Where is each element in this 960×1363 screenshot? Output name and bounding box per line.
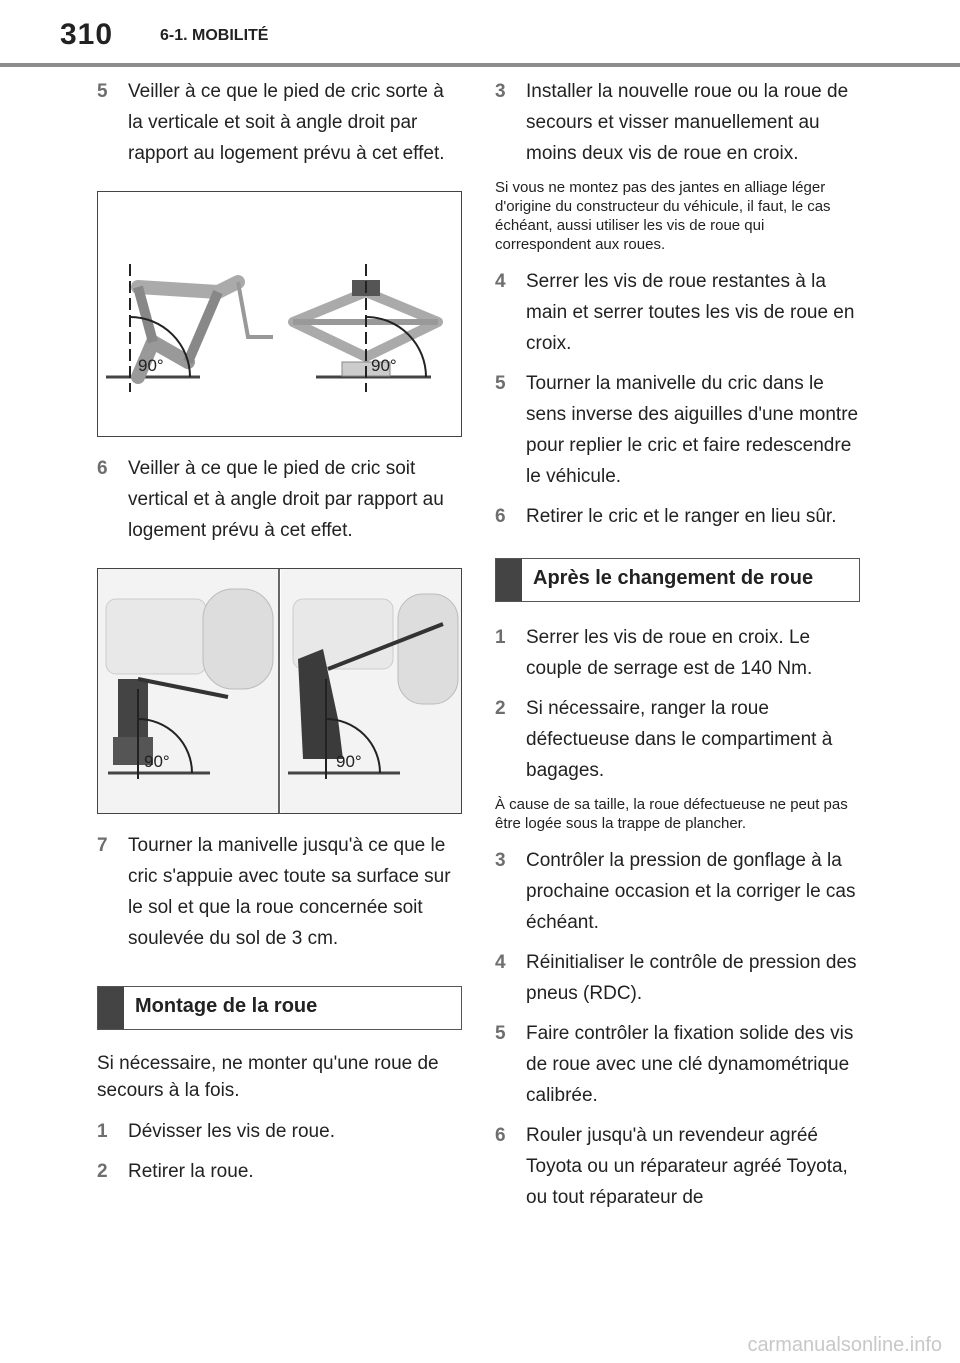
angle-label: 90° [138,356,164,375]
chapter-title: 6-1. MOBILITÉ [160,27,269,44]
step-text: Serrer les vis de roue restantes à la main et serrer toutes les vis de roue en croix. [526,271,855,354]
angle-label: 90° [336,752,362,771]
step-text: Tourner la manivelle jusqu'à ce que le cric s'appuie avec toute sa surface sur le sol et que la roue concernée soit soulevée du sol de 3 cm. [128,835,451,949]
header-rule [0,63,960,67]
step-number: 5 [97,81,108,102]
left-column [97,76,462,1196]
page-number: 310 [60,18,114,51]
section-bar [98,987,124,1029]
step-text: Installer la nouvelle roue ou la roue de secours et visser manuellement au moins deux vis de roue en croix. [526,81,849,164]
jack-photo-figure [97,568,462,814]
step-number: 7 [97,835,108,856]
step-number: 5 [495,1023,506,1044]
step-number: 6 [97,458,108,479]
mount-step-4 [495,266,860,359]
step-text: Faire contrôler la fixation solide des vis de roue avec une clé dynamométrique calibrée. [526,1023,854,1106]
step-number: 4 [495,952,506,973]
step-text: Veiller à ce que le pied de cric soit vertical et à angle droit par rapport au logement prévu à cet effet. [128,458,444,541]
right-column [495,76,860,1222]
after-step-6 [495,1120,860,1213]
scissor-jack-illustration [98,192,461,436]
watermark: carmanualsonline.info [747,1334,942,1356]
step-number: 3 [495,81,506,102]
step-number: 5 [495,373,506,394]
step-text: Serrer les vis de roue en croix. Le couple de serrage est de 140 Nm. [526,627,813,679]
step-text: Si nécessaire, ranger la roue défectueuse dans le compartiment à bagages. [526,698,833,781]
mount-step-5 [495,368,860,492]
section-heading-after-change [495,558,860,602]
intro-paragraph: Si nécessaire, ne monter qu'une roue de secours à la fois. [97,1053,439,1101]
step-number: 2 [495,698,506,719]
after-step-5 [495,1018,860,1111]
step-7 [97,830,462,954]
step-number: 6 [495,506,506,527]
section-title: Après le changement de roue [533,567,814,589]
section-bar [496,559,522,601]
step-text: Rouler jusqu'à un revendeur agréé Toyota ou un réparateur agréé Toyota, ou tout réparateur de [526,1125,848,1208]
after-step-1 [495,622,860,684]
after-step-3 [495,845,860,938]
step-number: 1 [97,1121,108,1142]
step-number: 4 [495,271,506,292]
section-title: Montage de la roue [135,995,318,1017]
spare-wheel-note: À cause de sa taille, la roue défectueuse ne peut pas être logée sous la trappe de plancher. [495,796,848,832]
step-number: 6 [495,1125,506,1146]
step-5 [97,76,462,169]
mount-step-1 [97,1116,462,1147]
mount-step-6 [495,501,860,532]
step-text: Retirer la roue. [128,1161,254,1182]
after-step-4 [495,947,860,1009]
step-text: Tourner la manivelle du cric dans le sens inverse des aiguilles d'une montre pour replier le cric et faire redescendre le véhicule. [526,373,859,487]
angle-label: 90° [371,356,397,375]
angle-label: 90° [144,752,170,771]
step-number: 2 [97,1161,108,1182]
page-header [0,0,960,51]
mount-step-2 [97,1156,462,1187]
step-6 [97,453,462,546]
step-text: Réinitialiser le contrôle de pression des pneus (RDC). [526,952,857,1004]
step-text: Contrôler la pression de gonflage à la prochaine occasion et la corriger le cas échéant. [526,850,856,933]
step-number: 1 [495,627,506,648]
jack-diagram-figure [97,191,462,437]
step-text: Dévisser les vis de roue. [128,1121,335,1142]
step-number: 3 [495,850,506,871]
after-step-2 [495,693,860,786]
mount-step-3 [495,76,860,169]
section-heading-mounting [97,986,462,1030]
jack-under-car-illustration [98,569,461,813]
alloy-note: Si vous ne montez pas des jantes en alliage léger d'origine du constructeur du véhicule, il faut, le cas échéant, aussi utiliser les vis de roue qui correspondent aux roues. [495,179,831,253]
step-text: Retirer le cric et le ranger en lieu sûr. [526,506,837,527]
step-text: Veiller à ce que le pied de cric sorte à la verticale et soit à angle droit par rapport au logement prévu à cet effet. [128,81,445,164]
